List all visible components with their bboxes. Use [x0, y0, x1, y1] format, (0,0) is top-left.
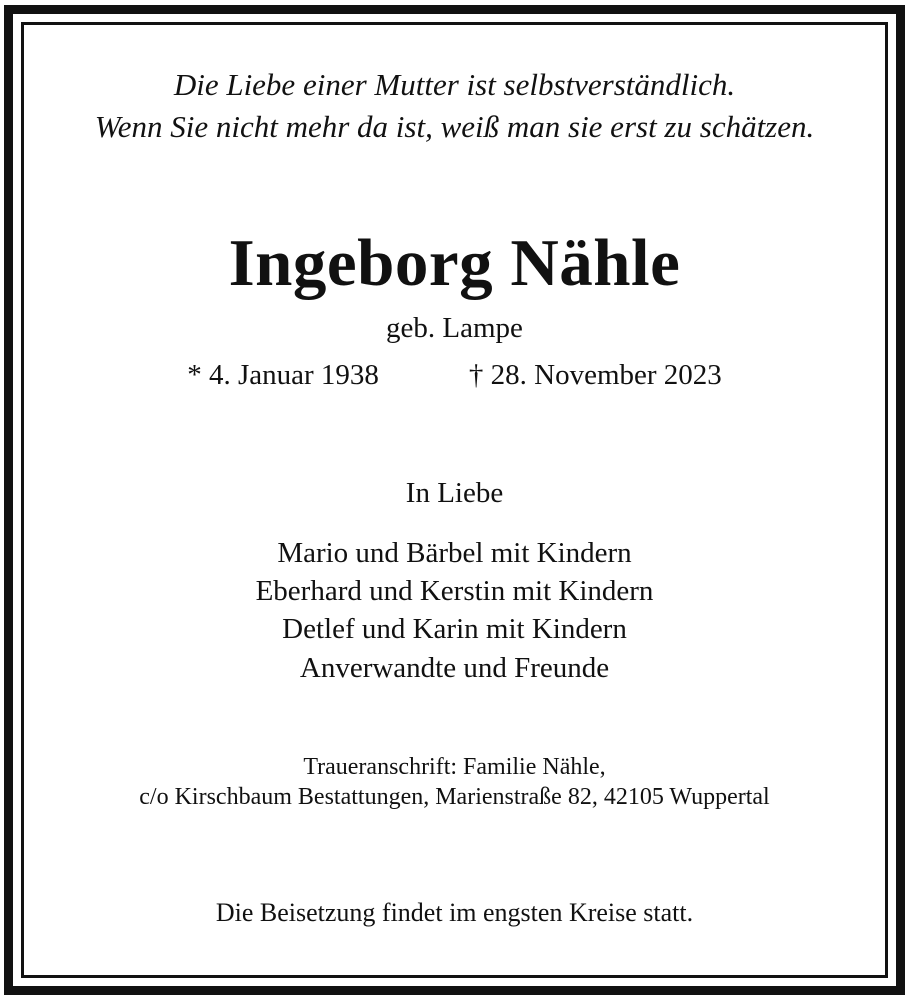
- mourner-line: Detlef und Karin mit Kindern: [282, 613, 627, 645]
- maiden-name: geb. Lampe: [386, 312, 523, 344]
- birth-date: * 4. Januar 1938: [187, 359, 379, 391]
- death-date: † 28. November 2023: [468, 359, 722, 391]
- address-line-2: c/o Kirschbaum Bestattungen, Marienstraße 82, 42105 Wuppertal: [139, 784, 770, 810]
- quote-line-1: Die Liebe einer Mutter ist selbstverständlich.: [173, 67, 736, 102]
- mourner-line: Eberhard und Kerstin mit Kindern: [255, 575, 654, 607]
- in-liebe-label: In Liebe: [405, 477, 504, 509]
- life-dates: [24, 358, 885, 392]
- address-line-1: Traueranschrift: Familie Nähle,: [303, 754, 606, 780]
- deceased-name: Ingeborg Nähle: [228, 226, 681, 300]
- quote-line-2: Wenn Sie nicht mehr da ist, weiß man sie erst zu schätzen.: [94, 109, 815, 144]
- mourner-line: Anverwandte und Freunde: [299, 652, 610, 684]
- mourner-line: Mario und Bärbel mit Kindern: [277, 537, 632, 569]
- obituary-notice: [24, 25, 885, 975]
- closing-note: Die Beisetzung findet im engsten Kreise statt.: [215, 898, 694, 927]
